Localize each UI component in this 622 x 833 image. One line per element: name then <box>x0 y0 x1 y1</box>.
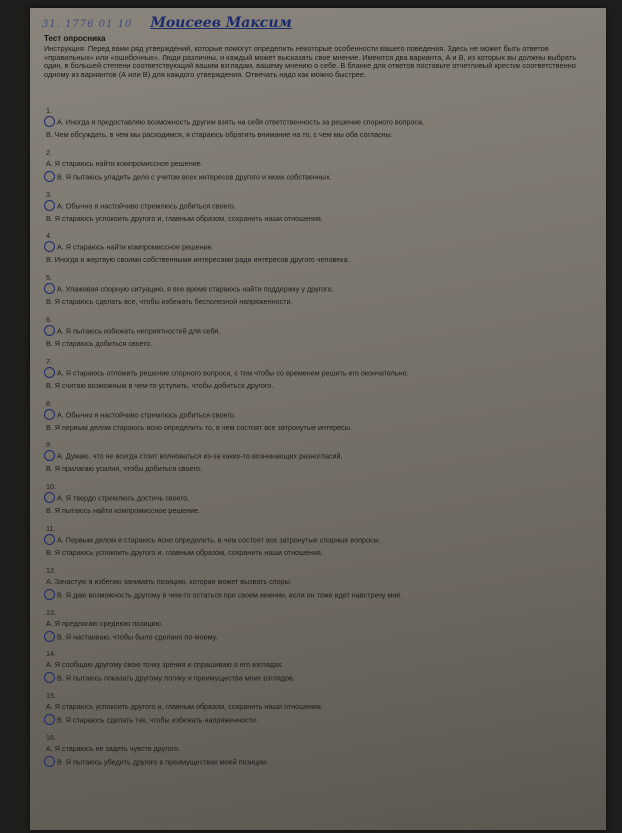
question-option-b <box>46 548 323 557</box>
circled-answer-icon <box>44 409 55 420</box>
option-text: А. Зачастую я избегаю занимать позицию, которая может вызвать споры. <box>46 576 292 586</box>
question-option-b <box>46 464 202 473</box>
question-number: 14. <box>46 649 56 659</box>
circled-answer-icon <box>44 283 55 294</box>
option-text: В. Я стараюсь успокоить другого и, главным образом, сохранить наши отношения. <box>46 548 323 557</box>
circled-answer-icon <box>44 450 55 461</box>
document-title: Тест опросника <box>44 34 106 43</box>
option-text: А. Я стараюсь отложить решение спорного вопроса, с тем чтобы со временем решить его окончательно. <box>57 368 409 378</box>
question-option-b <box>46 381 273 390</box>
option-text: В. Я первым делом стараюсь ясно определить то, в чем состоят все затронутые интересы. <box>46 422 352 432</box>
handwritten-header <box>42 15 292 31</box>
question-option-b <box>46 757 268 768</box>
question-number: 5. <box>46 273 52 283</box>
circled-answer-icon <box>44 589 55 600</box>
circled-answer-icon <box>44 325 55 336</box>
question-option-a <box>46 368 409 379</box>
question-option-a <box>46 577 292 586</box>
circled-answer-icon <box>44 534 55 545</box>
question-number: 16. <box>46 733 56 742</box>
question-option-a <box>46 702 323 711</box>
question-option-b <box>46 297 293 306</box>
option-text: А. Я стараюсь найти компромиссное решение. <box>46 158 203 168</box>
question-number: 6. <box>46 315 52 324</box>
question-number: 9. <box>46 440 52 450</box>
question-option-b <box>46 715 258 726</box>
question-option-b <box>46 632 217 643</box>
circled-answer-icon <box>44 241 55 252</box>
question-option-a <box>46 117 424 128</box>
question-number: 4. <box>46 231 52 241</box>
option-text: А. Обычно я настойчиво стремлюсь добиться своего. <box>57 410 236 419</box>
question-number: 10. <box>46 482 56 492</box>
handwritten-scribble: 31. 1776 01 10 <box>42 19 133 30</box>
question-option-b <box>46 214 323 223</box>
question-option-a <box>46 284 334 295</box>
option-text: В. Я пытаюсь уладить дело с учетом всех интересов другого и моих собственных. <box>57 172 332 182</box>
question-option-a <box>46 744 180 753</box>
question-option-b <box>46 506 200 515</box>
question-option-a <box>46 410 236 421</box>
question-option-b <box>46 673 295 684</box>
circled-answer-icon <box>44 200 55 211</box>
option-text: В. Я считаю возможным в чем-то уступить, чтобы добиться другого. <box>46 380 274 390</box>
option-text: А. Обычно я настойчиво стремлюсь добиться своего. <box>57 201 236 210</box>
question-option-b <box>46 423 352 432</box>
option-text: В. Чем обсуждать, в чем мы расходимся, я стараюсь обратить внимание на то, с чем мы оба согласны. <box>46 130 393 139</box>
circled-answer-icon <box>44 756 55 767</box>
question-number: 12. <box>46 565 56 575</box>
circled-answer-icon <box>44 116 55 127</box>
question-number: 3. <box>46 189 52 199</box>
question-number: 8. <box>46 398 52 408</box>
question-number: 2. <box>46 147 52 157</box>
question-option-b <box>46 339 152 348</box>
circled-answer-icon <box>44 367 55 378</box>
question-number: 1. <box>46 106 52 115</box>
question-option-b <box>46 255 350 264</box>
question-option-b <box>46 172 332 183</box>
option-text: А. Я твердо стремлюсь достичь своего. <box>57 493 190 503</box>
circled-answer-icon <box>44 714 55 725</box>
questionnaire-sheet <box>30 8 606 830</box>
option-text: В. Я стараюсь добиться своего. <box>46 339 153 348</box>
question-option-a <box>46 159 203 168</box>
question-option-a <box>46 535 381 546</box>
option-text: В. Я даю возможность другому в чем-то остаться при своем мнении, если он тоже идет навстречу мне. <box>57 590 403 600</box>
option-text: А. Я предлагаю среднюю позицию. <box>46 618 163 628</box>
question-option-a <box>46 493 189 504</box>
instruction-text: Инструкция: Перед вами ряд утверждений, которые помогут определить некоторые особенности вашего поведения. Здесь не может быть ответов «правильных» или «ошибочных». Люди различны, и каждый может высказать свое мнение. Имеются два варианта, А и В, из которых вы должны выбрать один, в большей степени соответствующий вашим взглядам, вашему мнению о себе. В бланке для ответов поставьте отчетливый крестик соответственно одному из вариантов (А или В) для каждого утверждения. Отвечать надо как можно быстрее. <box>44 44 577 79</box>
option-text: А. Я сообщаю другому свою точку зрения и спрашиваю о его взглядах. <box>46 660 284 670</box>
question-option-b <box>46 130 393 139</box>
option-text: В. Я пытаюсь убедить другого в преимуществах моей позиции. <box>57 757 268 767</box>
circled-answer-icon <box>44 492 55 503</box>
question-number: 7. <box>46 356 52 366</box>
handwritten-name: Моисеев Максим <box>150 15 292 31</box>
question-option-b <box>46 590 402 601</box>
circled-answer-icon <box>44 672 55 683</box>
question-option-a <box>46 201 236 212</box>
question-number: 15. <box>46 691 56 701</box>
question-option-a <box>46 660 284 669</box>
option-text: В. Я стараюсь успокоить другого и, главным образом, сохранить наши отношения. <box>46 213 323 223</box>
option-text: А. Я стараюсь успокоить другого и, главным образом, сохранить наши отношения. <box>46 702 323 712</box>
question-option-a <box>46 242 214 253</box>
option-text: А. Думаю, что не всегда стоит волноваться из-за каких-то возникающих разногласий. <box>57 451 343 461</box>
option-text: В. Иногда я жертвую своими собственными интересами ради интересов другого человека. <box>46 255 350 265</box>
question-number: 11. <box>46 524 56 533</box>
option-text: А. Я стараюсь не задеть чувств другого. <box>46 744 181 753</box>
question-option-a <box>46 451 343 462</box>
option-text: В. Я стараюсь сделать все, чтобы избежать бесполезной напряженности. <box>46 297 293 307</box>
circled-answer-icon <box>44 171 55 182</box>
circled-answer-icon <box>44 631 55 642</box>
option-text: А. Первым делом я стараюсь ясно определить, в чем состоят все затронутые спорные вопросы. <box>57 535 381 545</box>
option-text: А. Я пытаюсь избежать неприятностей для себя. <box>57 326 221 336</box>
option-text: А. Иногда я предоставляю возможность другим взять на себя ответственность за решение спорного вопроса. <box>57 117 425 127</box>
question-option-a <box>46 619 163 628</box>
question-option-a <box>46 326 220 337</box>
option-text: В. Я прилагаю усилия, чтобы добиться своего. <box>46 464 202 474</box>
option-text: В. Я пытаюсь найти компромиссное решение. <box>46 506 201 516</box>
option-text: В. Я стараюсь сделать так, чтобы избежать напряженности. <box>57 715 258 725</box>
option-text: А. Я стараюсь найти компромиссное решение. <box>57 242 214 252</box>
question-number: 13. <box>46 607 56 617</box>
option-text: В. Я настаиваю, чтобы было сделано по-моему. <box>57 632 218 641</box>
option-text: В. Я пытаюсь показать другому логику и преимущества моих взглядов. <box>57 673 295 683</box>
option-text: А. Улаживая спорную ситуацию, я все время стараюсь найти поддержку у другого. <box>57 284 334 294</box>
